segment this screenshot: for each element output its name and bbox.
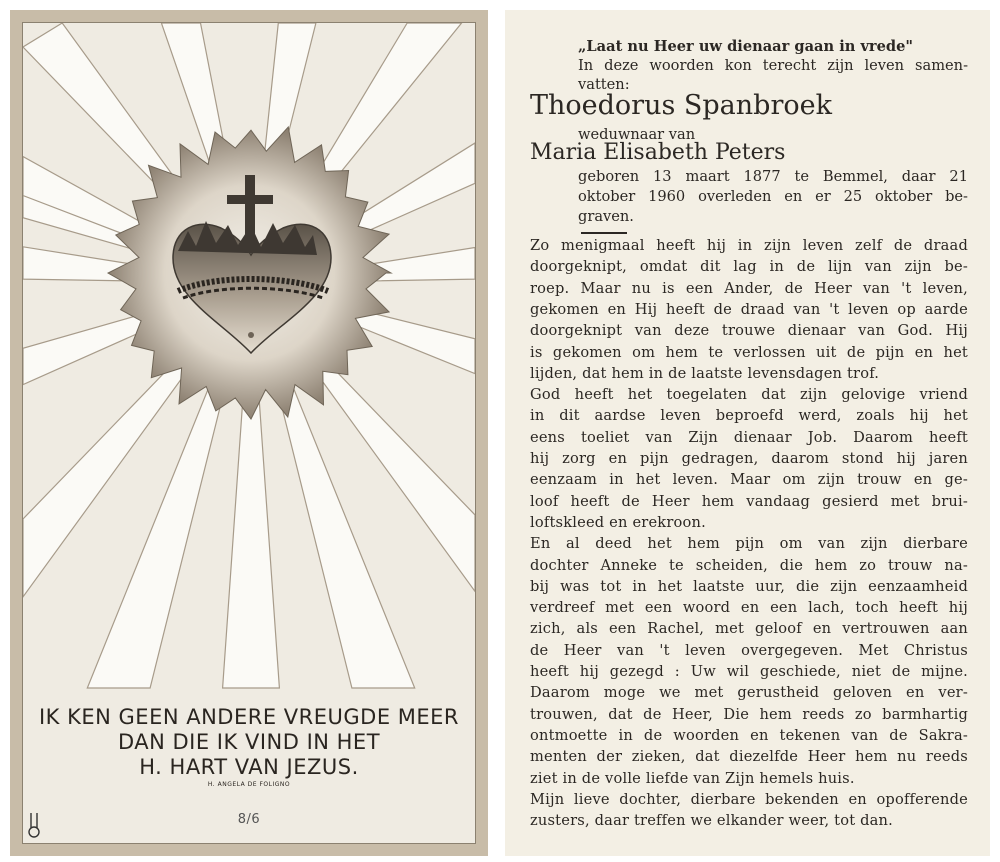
body-line: eenzaam in het leven. Maar om zijn trouw en ge- — [530, 471, 968, 489]
card-number: 8/6 — [237, 812, 261, 827]
body-line: eens toeliet van Zijn dienaar Job. Daarom heeft — [530, 428, 968, 446]
body-line: verdreef met een woord en een lach, toch heeft hij — [530, 599, 968, 617]
caption-line-1: IK KEN GEEN ANDERE VREUGDE MEER — [38, 705, 460, 729]
body-line: dochter Anneke te scheiden, die hem zo trouw na- — [530, 556, 968, 574]
deceased-name: Thoedorus Spanbroek — [530, 90, 832, 121]
intro-line-1: In deze woorden kon terecht zijn leven samen- — [578, 57, 968, 74]
attribution: H. ANGELA DE FOLIGNO — [207, 781, 291, 788]
body-line: hij zorg en pijn gedragen, daarom stond hij jaren — [530, 450, 968, 467]
caption-line-2: DAN DIE IK VIND IN HET — [117, 730, 381, 754]
dates-line-2: oktober 1960 overleden en er 25 oktober be- — [578, 188, 968, 205]
body-line: God heeft het toegelaten dat zijn gelovige vriend — [530, 386, 968, 404]
body-line: gekomen en Hij heeft de draad van 't leven op aarde — [530, 300, 968, 318]
spouse-name: Maria Elisabeth Peters — [530, 140, 786, 165]
body-line: Mijn lieve dochter, dierbare bekenden en opofferende — [530, 790, 968, 808]
body-line: de Heer van 't leven overgegeven. Met Christus — [530, 641, 968, 659]
body-line: En al deed het hem pijn om van zijn dierbare — [530, 535, 968, 553]
body-line: loftskleed en erekroon. — [530, 513, 706, 531]
dates-line-1: geboren 13 maart 1877 te Bemmel, daar 21 — [578, 168, 968, 185]
body-line: Daarom moge we met gerustheid geloven en ver- — [530, 684, 968, 702]
body-line: is gekomen om hem te verlossen uit de pijn en het — [530, 343, 968, 361]
relation-text: weduwnaar van — [578, 126, 696, 143]
body-line: doorgeknipt, omdat dit lag in de lijn van zijn be- — [530, 258, 968, 276]
divider — [581, 232, 627, 234]
caption-line-3: H. HART VAN JEZUS. — [139, 755, 359, 779]
body-line: doorgeknipt van deze trouwe dienaar van God. Hij — [530, 322, 968, 340]
memorial-card-back — [505, 10, 990, 856]
intro-line-2: vatten: — [578, 76, 630, 93]
body-line: loof heeft de Heer hem vandaag gesierd met brui- — [530, 492, 968, 510]
body-line: zich, als een Rachel, met geloof en vertrouwen aan — [530, 620, 968, 638]
dates-line-3: graven. — [578, 208, 634, 225]
front-frame — [22, 22, 476, 844]
body-line: trouwen, dat de Heer, Die hem reeds zo barmhartig — [530, 705, 968, 723]
body-line: in dit aardse leven beproefd werd, zoals hij het — [530, 407, 968, 425]
body-line: lijden, dat hem in de laatste levensdagen trof. — [530, 364, 880, 382]
body-line: ziet in de volle liefde van Zijn hemels huis. — [530, 769, 855, 787]
opening-quote: „Laat nu Heer uw dienaar gaan in vrede" — [578, 38, 913, 55]
memorial-card-front — [10, 10, 488, 856]
body-line: roep. Maar nu is een Ander, de Heer van 't leven, — [530, 279, 968, 297]
body-line: zusters, daar treffen we elkander weer, tot dan. — [530, 812, 893, 830]
body-line: Zo menigmaal heeft hij in zijn leven zelf de draad — [530, 237, 968, 254]
body-line: bij was tot in het laatste uur, die zijn eenzaamheid — [530, 577, 968, 595]
body-line: heeft hij gezegd : Uw wil geschiede, niet de mijne. — [530, 663, 968, 680]
body-line: ontmoette in de woorden en tekenen van de Sakra- — [530, 726, 968, 744]
body-line: menten der zieken, dat diezelfde Heer hem nu reeds — [530, 748, 968, 766]
